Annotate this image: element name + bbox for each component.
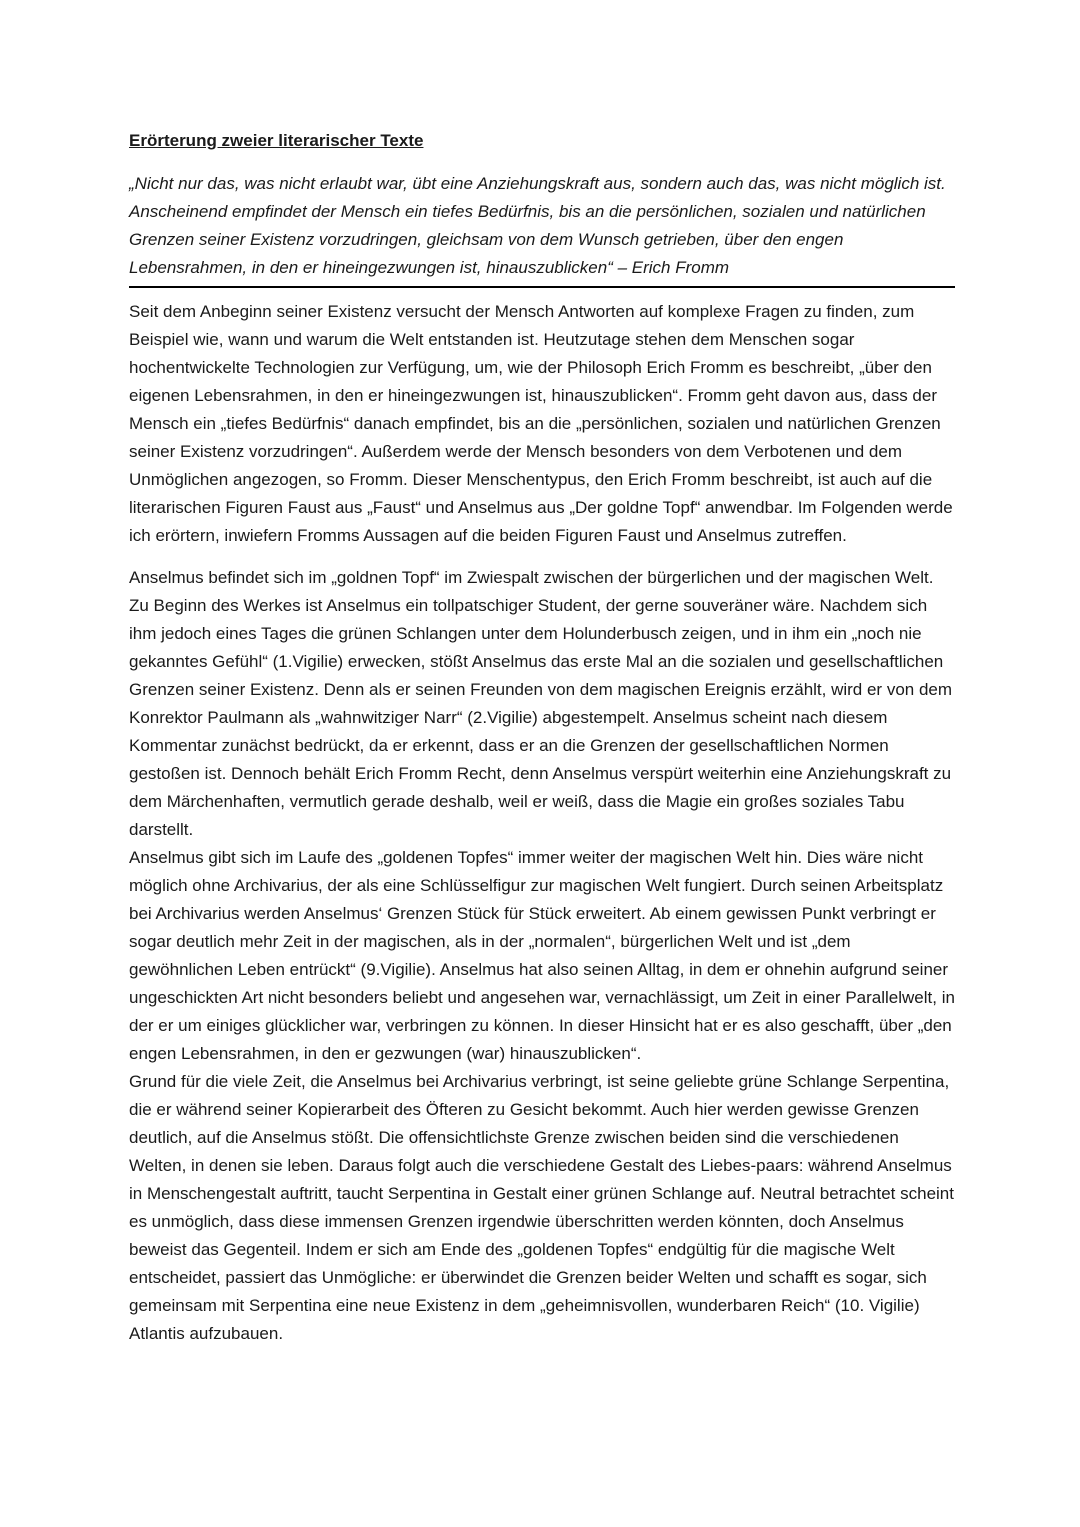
epigraph-quote	[129, 170, 955, 288]
quote-text: „Nicht nur das, was nicht erlaubt war, übt eine Anziehungskraft aus, sondern auch das, was nicht möglich ist. Anscheinend empfindet der Mensch ein tiefes Bedürfnis, bis an die persönlichen, sozialen und natürlichen Grenzen seiner Existenz vorzudringen, gleichsam von dem Wunsch getrieben, über den engen Lebensrahmen, in den er hineingezwungen ist, hinauszublicken“ – Erich Fromm	[129, 174, 946, 277]
essay-body	[129, 298, 955, 1348]
paragraph-intro: Seit dem Anbeginn seiner Existenz versucht der Mensch Antworten auf komplexe Fragen zu finden, zum Beispiel wie, wann und warum die Welt entstanden ist. Heutzutage stehen dem Menschen sogar hochentwickelte Technologien zur Verfügung, um, wie der Philosoph Erich Fromm es beschreibt, „über den eigenen Lebensrahmen, in den er hineingezwungen ist, hinauszublicken“. Fromm geht davon aus, dass der Mensch ein „tiefes Bedürfnis“ danach empfindet, bis an die „persönlichen, sozialen und natürlichen Grenzen seiner Existenz vorzudringen“. Außerdem werde der Mensch besonders von dem Verbotenen und dem Unmöglichen angezogen, so Fromm. Dieser Menschentypus, den Erich Fromm beschreibt, ist auch auf die literarischen Figuren Faust aus „Faust“ und Anselmus aus „Der goldne Topf“ anwendbar. Im Folgenden werde ich erörtern, inwiefern Fromms Aussagen auf die beiden Figuren Faust und Anselmus zutreffen.	[129, 302, 953, 545]
document-title: Erörterung zweier literarischer Texte	[129, 131, 424, 150]
paragraph-serpentina: Grund für die viele Zeit, die Anselmus bei Archivarius verbringt, ist seine geliebte grüne Schlange Serpentina, die er während seiner Kopierarbeit des Öfteren zu Gesicht bekommt. Auch hier werden gewisse Grenzen deutlich, auf die Anselmus stößt. Die offensichtlichste Grenze zwischen beiden sind die verschiedenen Welten, in denen sie leben. Daraus folgt auch die verschiedene Gestalt des Liebes-paars: während Anselmus in Menschengestalt auftritt, taucht Serpentina in Gestalt einer grünen Schlange auf. Neutral betrachtet scheint es unmöglich, dass diese immensen Grenzen irgendwie überschritten werden könnten, doch Anselmus beweist das Gegenteil. Indem er sich am Ende des „goldenen Topfes“ endgültig für die magische Welt entscheidet, passiert das Unmögliche: er überwindet die Grenzen beider Welten und schafft es sogar, sich gemeinsam mit Serpentina eine neue Existenz in dem „geheimnisvollen, wunderbaren Reich“ (10. Vigilie) Atlantis aufzubauen.	[129, 1072, 954, 1343]
paragraph-anselmus-conflict: Anselmus befindet sich im „goldnen Topf“ im Zwiespalt zwischen der bürgerlichen und der magischen Welt. Zu Beginn des Werkes ist Anselmus ein tollpatschiger Student, der gerne souveräner wäre. Nachdem sich ihm jedoch eines Tages die grünen Schlangen unter dem Holunderbusch zeigen, und in ihm ein „noch nie gekanntes Gefühl“ (1.Vigilie) erwecken, stößt Anselmus das erste Mal an die sozialen und gesellschaftlichen Grenzen seiner Existenz. Denn als er seinen Freunden von dem magischen Ereignis erzählt, wird er von dem Konrektor Paulmann als „wahnwitziger Narr“ (2.Vigilie) abgestempelt. Anselmus scheint nach diesem Kommentar zunächst bedrückt, da er erkennt, dass er an die Grenzen der gesellschaftlichen Normen gestoßen ist. Dennoch behält Erich Fromm Recht, denn Anselmus verspürt weiterhin eine Anziehungskraft zu dem Märchenhaften, vermutlich gerade deshalb, weil er weiß, dass die Magie ein großes soziales Tabu darstellt.	[129, 568, 953, 839]
document-page	[129, 130, 955, 1348]
paragraph-anselmus-magic: Anselmus gibt sich im Laufe des „goldenen Topfes“ immer weiter der magischen Welt hin. Dies wäre nicht möglich ohne Archivarius, der als eine Schlüsselfigur zur magischen Welt fungiert. Durch seinen Arbeitsplatz bei Archivarius werden Anselmus‘ Grenzen Stück für Stück erweitert. Ab einem gewissen Punkt verbringt er sogar deutlich mehr Zeit in der magischen, als in der „normalen“, bürgerlichen Welt und ist „dem gewöhnlichen Leben entrückt“ (9.Vigilie). Anselmus hat also seinen Alltag, in dem er ohnehin aufgrund seiner ungeschickten Art nicht besonders beliebt und angesehen war, vernachlässigt, um Zeit in einer Parallelwelt, in der er um einiges glücklicher war, verbringen zu können. In dieser Hinsicht hat er es also geschafft, über „den engen Lebensrahmen, in den er gezwungen (war) hinauszublicken“.	[129, 848, 955, 1063]
